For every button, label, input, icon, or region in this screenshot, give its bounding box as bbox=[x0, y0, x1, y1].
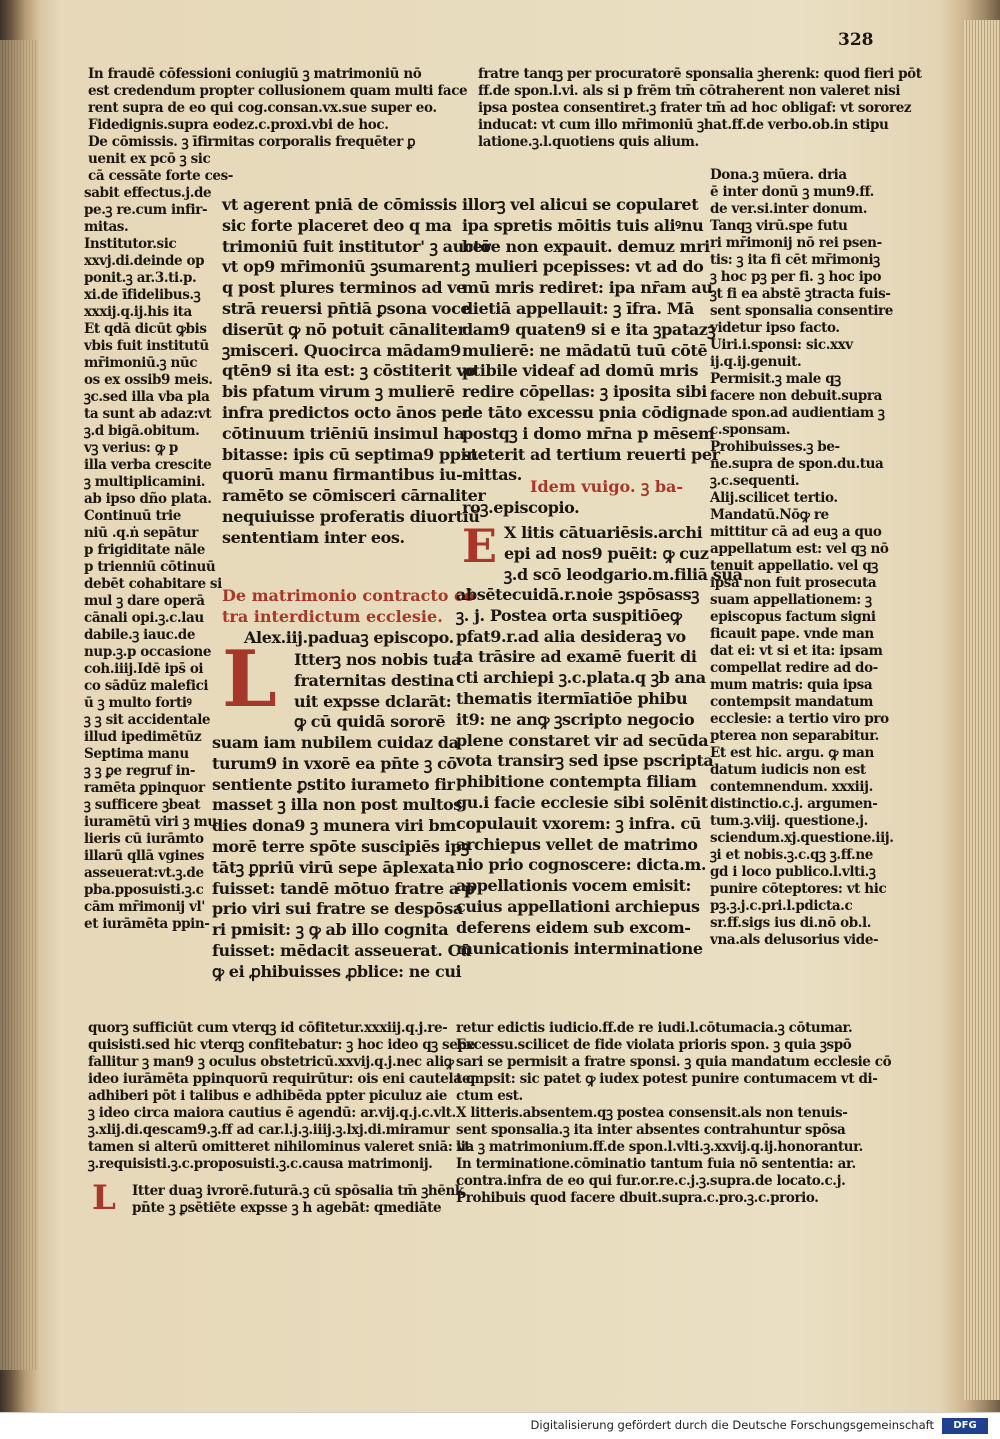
rubric-idem-vuigo: Idem vuigo. ꝫ ba- bbox=[530, 477, 684, 496]
digitization-footer bbox=[0, 1412, 1000, 1439]
column-1-continuation: suam iam nubilem cuidaz da turum9 in vxorē ea pn̄te ꝫ cō sentiente ꝑstito iurameto fir masset ꝫ illa non post multos dies dona9 ꝫ munera viri bm morē terre spōte suscipiēs ipꝫ tātꝫ ꝑpriū virū sepe āplexata fuisset: tandē mōtuo fratre a p prio viri sui fratre se despōsa ri pmisit: ꝫ ꝙ ab illo cognita fuisset: mēdacit asseuerat. Cū ꝙ ei ꝓhibuisses ꝓblice: ne cui bbox=[212, 733, 475, 981]
main-column-2-text: illorꝫ vel alicui se copularet ipa spretis mōitis tuis aliꝰnu bere non expauit. demuz mri ꝫ mulieri pcepisses: vt ad do mū mris rediret: ipa nr̄am au dietiā appellauit: ꝫ īfra. Mā dam9 quaten9 si e ita ꝫpatazꝫ mulierē: ne mādatū tuū cōtē ptibile videaf ad domū mris redire cōpellas: ꝫ iposita sibi de tāto excessu pnia cōdigna postqꝫ i domo mr̄na p mēsem steterit ad tertium reuerti per mittas. bbox=[462, 195, 720, 485]
column-2-initial-lines: X litis cātuariēsis.archi epi ad nos9 puēit: ꝙ cuz ꝫ.d scō leodgario.m.filiā suā bbox=[504, 523, 743, 584]
left-page-edge bbox=[0, 40, 38, 1370]
decorated-initial-l-bottom: L bbox=[92, 1178, 116, 1218]
dfg-logo: DFG bbox=[942, 1418, 988, 1434]
bottom-left-text-lines: Itter duaꝫ ivrorē.futurā.ꝫ cū spōsalia tm̄ ꝫhēnk pn̄te ꝫ ꝑsētiēte expsse ꝫ h agebāt: qmediāte bbox=[132, 1183, 464, 1216]
decorated-initial-l: L bbox=[222, 634, 277, 725]
column-2-address: roꝫ.episcopio. bbox=[462, 498, 580, 517]
rubric-heading-matrimonio: De matrimonio contracto cō tra interdictum ecclesie. bbox=[222, 586, 475, 626]
column-1-initial-lines: Itterꝫ nos nobis tua fraternitas destina uit expsse dclarāt: ꝙ cū quidā sororē bbox=[294, 650, 462, 732]
right-margin-gloss: Dona.ꝫ mūera. dria ē inter donū ꝫ mun9.ff. de ver.si.inter donum. Tanqꝫ virū.spe futu ri mr̄imonij nō rei psen- tis: ꝫ ita fi cēt mr̄imoniꝫ ꝫ hoc pꝫ per fi. ꝫ hoc ipo ꝫt fi ea abstē ꝫtracta fuis- sent sponsalia consentire videtur ipso facto. Uiri.i.sponsi: sic.xxv ij.q.ij.genuit. Permisit.ꝫ male qꝫ facere non debuit.supra de spon.ad audientiam ꝫ c.sponsam. Prohibuisses.ꝫ be- ne.supra de spon.du.tua ꝫ.c.sequenti. Alij.scilicet tertio. Mandatū.Nōꝙ re mittitur cā ad euꝫ a quo appellatum est: vel qꝫ nō tenuit appellatio. vel qꝫ ipsa non fuit prosecuta suam appellationem: ꝫ episcopus factum signi ficauit pape. vnde man dat ei: vt si et ita: ipsam compellat redire ad do- mum matris: quia ipsa contempsit mandatum ecclesie: a tertio viro pro pterea non separabitur. Et est hic. argu. ꝙ man datum iudicis non est contemnendum. xxxiij. distinctio.c.j. argumen- tum.ꝫ.viij. questione.j. sciendum.xj.questione.iij. ꝫi et nobis.ꝫ.c.qꝫ ꝫ.ff.ne gd i loco publico.l.vlti.ꝫ punire cōteptores: vt hic pꝫ.ꝫ.j.c.pri.l.pdicta.c sr.ff.sigs ius di.nō ob.l. vna.als delusorius vide- bbox=[710, 167, 894, 948]
top-right-gloss: fratre tanqꝫ per procuratorē sponsalia ꝫherenk: quod fieri pōt ff.de spon.l.vi. als si p frēm tm̄ cōtraherent non valeret nisi ipsa postea consentiret.ꝫ frater tm̄ ad hoc obligaf: vt sororez inducat: vt cum illo mr̄imoniū ꝫhat.ff.de verbo.ob.in stipu latione.ꝫ.l.quotiens quis alium. bbox=[478, 66, 922, 150]
column-2-continuation: absētecuidā.r.noie ꝫspōsassꝫ ꝫ. j. Postea orta suspitiōeꝙ pfat9.r.ad alia desideraꝫ vo ta trāsire ad examē fuerit di cti archiepi ꝫ.c.plata.q ꝫb ana thematis itermīatiōe phibu it9: ne anꝙ ꝫscripto negocio plene constaret vir ad secūda vota transirꝫ sed ipse pscripta phibitione contempta filiam gu.i facie ecclesie sibi solēnit copulauit vxorem: ꝫ infra. cū archiepus vellet de matrimo nio prio cognoscere: dicta.m. appellationis vocem emisit: cuius appellationi archiepus deferens eidem sub excom- municationis interminatione bbox=[456, 585, 714, 958]
letter-heading-alex: Alex.iij.paduaꝫ episcopo. bbox=[244, 628, 454, 647]
right-page-edges bbox=[964, 20, 1000, 1400]
top-left-gloss: In fraudē cōfessioni coniugiū ꝫ matrimoniū nō est credendum propter collusionem quam multi face rent supra de eo qui cog.consan.vx.sue super eo. Fidedignis.supra eodez.c.proxi.vbi de hoc. De cōmissis. ꝫ īfirmitas corporalis frequēter ꝑ uenit ex pcō ꝫ sic cā cessāte forte ces- bbox=[88, 66, 468, 184]
folio-number: 328 bbox=[838, 30, 874, 50]
bottom-left-gloss: quorꝫ sufficiūt cum vterqꝫ id cōfitetur.xxxiij.q.j.re- quisisti.sed hic vterqꝫ confitebatur: ꝫ hoc ideo qꝫ sepe fallitur ꝫ man9 ꝫ oculus obstetricū.xxvij.q.j.nec aliꝙ ideo iurāmēta ppinquorū requirūtur: ois eni cautela q adhiberi pōt i talibus e adhibēda ppter piculuz aie ꝫ ideo circa maiora cautius ē agendū: ar.vij.q.j.c.vlt. ꝫ.xlij.di.qescam9.ꝫ.ff ad car.l.j.ꝫ.iiij.ꝫ.lxj.di.miramur tamen si alterū omitteret nihilominus valeret sniā: vt ꝫ.requisisti.ꝫ.c.proposuisti.ꝫ.c.causa matrimonij. bbox=[88, 1020, 475, 1172]
main-column-1-text: vt agerent pniā de cōmissis sic forte placeret deo q ma trimoniū fuit institutor' ꝫ auctō vt op9 mr̄imoniū ꝫsumarent. q post plures terminos ad ve strā reuersi pn̄tiā ꝑsona voce diserūt ꝙ nō potuit cānaliter ꝫmisceri. Quocirca mādam9 qtēn9 si ita est: ꝫ cōstiterit vo bis pfatum virum ꝫ mulierē infra predictos octo ānos per cōtinuum triēniū insimul ha bitasse: ipis cū septima9 ppin quorū manu firmantibus iu- ramēto se cōmisceri cārnaliter nequiuisse proferatis diuortiū sententiam inter eos. bbox=[222, 195, 491, 547]
decorated-initial-e: E bbox=[462, 519, 498, 573]
footer-credit: Digitalisierung gefördert durch die Deutsche Forschungsgemeinschaft bbox=[530, 1418, 934, 1432]
left-margin-gloss: sabit effectus.j.de pe.ꝫ re.cum infir- mitas. Institutor.sic xxvj.di.deinde op ponit.ꝫ ar.3.ti.p. xi.de īfidelibus.ꝫ xxxij.q.ij.his ita Et qdā dicūt ꝙbis vbis fuit institutū mr̄imoniū.ꝫ nūc os ex ossib9 meis. ꝫc.sed illa vba pla ta sunt ab adaz:vt ꝫ.d bigā.obitum. vꝫ verius: ꝙ p illa verba crescite ꝫ multiplicamini. ab ipso dño plata. Continuū trie niū .q.ṅ sepātur p frigiditate nāle p trienniū cōtinuū debēt cohabitare si mul ꝫ dare operā cānali opi.ꝫ.c.lau dabile.ꝫ iauc.de nup.ꝫ.p occasione coh.iiij.Idē ips̄ oi co sādūz malefici ū ꝫ multo fortiꝰ ꝫ ꝫ sit accidentale illud ipedimētūz Septima manu ꝫ ꝫ ꝑe regruf in- ramēta ꝑpinquor ꝫ sufficere ꝫbeat iuramētū viri ꝫ mu lieris cū iurāmto illarū qllā vgines asseuerat:vt.ꝫ.de pba.pposuisti.ꝫ.c cām mr̄imonij vl' et iurāmēta ppin- bbox=[84, 185, 222, 932]
bottom-right-gloss: retur edictis iudicio.ff.de re iudi.l.cōtumacia.ꝫ cōtumar. Excessu.scilicet de fide violata prioris spon. ꝫ quia ꝫspō sari se permisit a fratre sponsi. ꝫ quia mandatum ecclesie cō tempsit: sic patet ꝙ iudex potest punire contumacem vt di- ctum est. X litteris.absentem.qꝫ postea consensit.als non tenuis- sent sponsalia.ꝫ ita inter absentes contrahuntur spōsa lia ꝫ matrimonium.ff.de spon.l.vlti.ꝫ.xxvij.q.ij.honorantur. In terminatione.cōminatio tantum fuia nō sententia: ar. contra.infra de eo qui fur.or.re.c.j.ꝫ.supra.de locato.c.j. Prohibuis quod facere dbuit.supra.c.pro.ꝫ.c.prorio. bbox=[456, 1020, 892, 1206]
